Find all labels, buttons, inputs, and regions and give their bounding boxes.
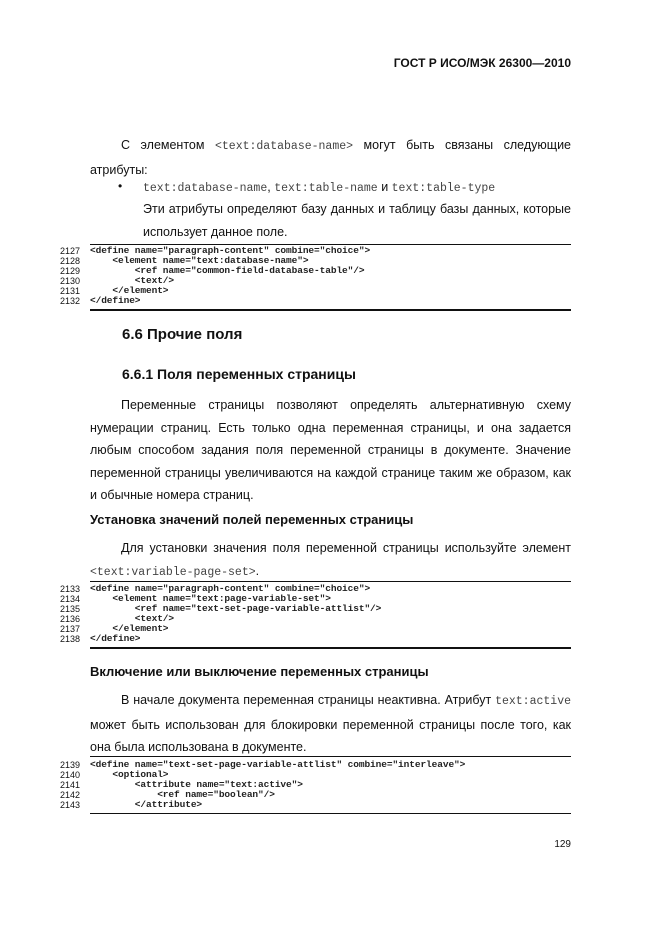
code-line: <text/> xyxy=(90,613,175,624)
para3-code: text:active xyxy=(495,695,571,708)
line-number: 2140 xyxy=(59,770,80,780)
code-line: <element name="text:page-variable-set"> xyxy=(90,593,331,604)
line-number: 2138 xyxy=(59,634,80,644)
bullet-code-1: text:database-name xyxy=(143,182,268,195)
code-line: <define name="text-set-page-variable-attlist" combine="interleave"> xyxy=(90,759,466,770)
code-line: <text/> xyxy=(90,275,175,286)
line-number: 2136 xyxy=(59,614,80,624)
bullet-code-2: text:table-name xyxy=(274,182,378,195)
line-number: 2132 xyxy=(59,296,80,306)
code-line: <ref name="common-field-database-table"/> xyxy=(90,265,365,276)
code-line: <optional> xyxy=(90,769,169,780)
code-block-1-bottom-rule xyxy=(90,309,571,311)
heading-toggle-variables: Включение или выключение переменных страницы xyxy=(90,664,429,679)
page-number: 129 xyxy=(554,839,571,850)
para2-text: Для установки значения поля переменной страницы используйте элемент xyxy=(121,541,571,555)
bullet-symbol: • xyxy=(118,179,123,193)
intro-before: С элементом xyxy=(121,138,215,152)
heading-set-values: Установка значений полей переменных страницы xyxy=(90,512,414,527)
code-block-2 xyxy=(0,584,661,646)
code-block-2-bottom-rule xyxy=(90,647,571,649)
para2-end: . xyxy=(255,563,260,578)
line-number: 2143 xyxy=(59,800,80,810)
line-number: 2128 xyxy=(59,256,80,266)
para2-code: <text:variable-page-set> xyxy=(90,565,256,579)
code-line: </attribute> xyxy=(90,799,203,810)
document-header: ГОСТ Р ИСО/МЭК 26300—2010 xyxy=(393,56,571,70)
line-number: 2129 xyxy=(59,266,80,276)
intro-after: могут быть связаны следующие атрибуты: xyxy=(90,138,571,177)
line-number: 2130 xyxy=(59,276,80,286)
line-number: 2134 xyxy=(59,594,80,604)
section-title: 6.6 Прочие поля xyxy=(122,326,243,343)
code-line: <ref name="boolean"/> xyxy=(90,789,275,800)
line-number: 2137 xyxy=(59,624,80,634)
code-line: </element> xyxy=(90,285,169,296)
code-line: </define> xyxy=(90,295,141,306)
bullet-sep-1: , xyxy=(267,180,275,194)
code-line: <ref name="text-set-page-variable-attlist"/> xyxy=(90,603,382,614)
intro-code: <text:database-name> xyxy=(215,140,354,153)
line-number: 2139 xyxy=(59,760,80,770)
line-number: 2135 xyxy=(59,604,80,614)
paragraph-page-variables: Переменные страницы позволяют определять альтернативную схему нумерации страниц. Есть только одна переменная страницы, и она задается любым способом задания поля переменной страницы в документе. Значение переменной страницы увеличиваются на каждой странице таким же образом, как и обычные номера страниц. xyxy=(90,398,571,502)
code-block-2-top-rule xyxy=(90,581,571,582)
line-number: 2133 xyxy=(59,584,80,594)
line-number: 2127 xyxy=(59,246,80,256)
code-line: <define name="paragraph-content" combine="choice"> xyxy=(90,583,371,594)
subsection-title: 6.6.1 Поля переменных страницы xyxy=(122,366,356,382)
code-block-3 xyxy=(0,760,661,812)
code-block-1 xyxy=(0,246,661,308)
para3-after: может быть использован для блокировки переменной страницы после того, как она была использована в документе. xyxy=(90,717,571,754)
paragraph-active-attribute xyxy=(90,689,571,759)
bullet-description: Эти атрибуты определяют базу данных и таблицу базы данных, которые использует данное поле. xyxy=(143,202,571,239)
intro-paragraph xyxy=(90,134,571,181)
para3-before: В начале документа переменная страницы неактивна. Атрибут xyxy=(121,693,496,707)
code-block-3-bottom-rule xyxy=(90,813,571,814)
line-number: 2141 xyxy=(59,780,80,790)
bullet-sep-2: и xyxy=(377,180,392,194)
code-line: </element> xyxy=(90,623,169,634)
code-line: <define name="paragraph-content" combine="choice"> xyxy=(90,245,371,256)
bullet-code-3: text:table-type xyxy=(391,182,496,195)
paragraph-set-element xyxy=(90,537,571,584)
code-line: <attribute name="text:active"> xyxy=(90,779,303,790)
line-number: 2142 xyxy=(59,790,80,800)
line-number: 2131 xyxy=(59,286,80,296)
bullet-attributes xyxy=(143,176,571,201)
code-block-3-top-rule xyxy=(90,756,571,757)
code-line: <element name="text:database-name"> xyxy=(90,255,309,266)
code-line: </define> xyxy=(90,633,141,644)
